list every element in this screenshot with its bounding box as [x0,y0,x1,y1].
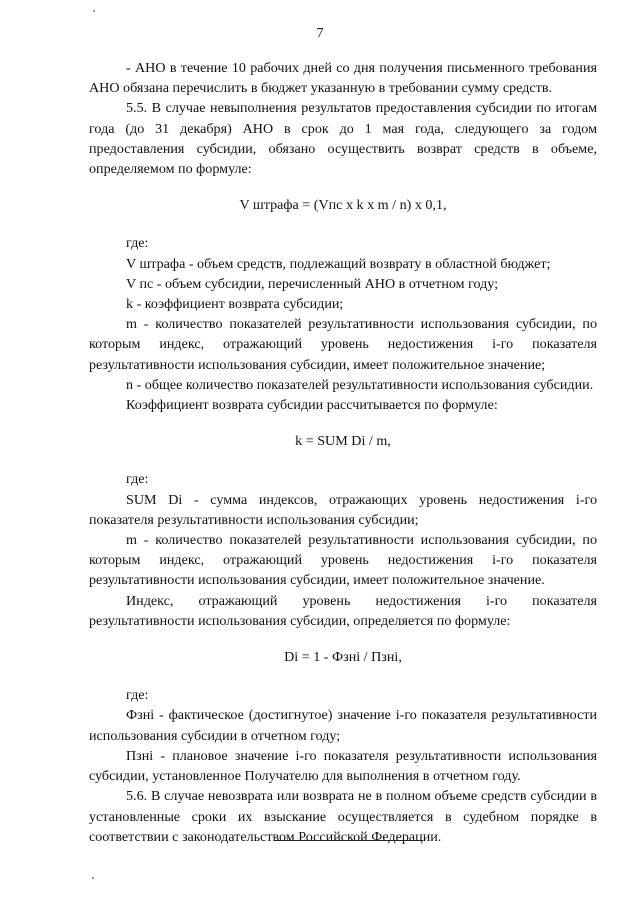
index-intro: Индекс, отражающий уровень недостижения i-го показателя результативности использования субсидии, определяется по формуле: [89,592,597,629]
definition-sum-di: SUM Di - сумма индексов, отражающих уровень недостижения i-го показателя результативности использования субсидии; [89,491,597,528]
page-number: 7 [316,26,324,41]
coefficient-intro: Коэффициент возврата субсидии рассчитывается по формуле: [126,397,498,414]
definition-v-ps: V пс - объем субсидии, перечисленный АНО в отчетном году; [126,275,499,292]
definition-k: k - коэффициент возврата субсидии; [126,296,344,313]
formula-k: k = SUM Di / m, [295,433,391,450]
paragraph-5-5: 5.5. В случае невыполнения результатов предоставления субсидии по итогам года (до 31 декабря) АНО в срок до 1 мая года, следующего за годом предоставления субсидии, обязано осуществить возврат средств в объеме, определяемом по формуле: [89,100,597,178]
definition-n: n - общее количество показателей результативности использования субсидии. [126,376,594,393]
paragraph-5-6: 5.6. В случае невозврата или возврата не в полном объеме средств субсидии в установленные сроки их взыскание осуществляется в судебном порядке в соответствии с законодательством Российской Федерации. [89,788,597,845]
formula-v-penalty: V штрафа = (Vпс x k x m / n) x 0,1, [239,197,447,214]
formula-di: Di = 1 - Фзнi / Пзнi, [284,649,402,666]
closing-separator-line [275,840,423,841]
definition-m: m - количество показателей результативности использования субсидии, по которым индекс, отражающий уровень недостижения i-го показателя результативности использования субсидии, имеет положительное значение; [89,316,597,373]
where-label: где: [126,235,149,252]
where-label: где: [126,687,149,704]
definition-pzn: Пзнi - плановое значение i-го показателя результативности использования субсидии, установленное Получателю для выполнения в отчетном году. [89,747,597,785]
scan-speck [93,10,95,12]
document-body [89,58,597,847]
definition-v-penalty: V штрафа - объем средств, подлежащий возврату в областной бюджет; [126,255,551,272]
scan-speck [92,877,94,879]
definition-m-second: m - количество показателей результативности использования субсидии, по которым индекс, отражающий уровень недостижения i-го показателя результативности использования субсидии, имеет положительное значение. [89,532,597,589]
paragraph-requirement-return: - АНО в течение 10 рабочих дней со дня получения письменного требования АНО обязана перечислить в бюджет указанную в требовании сумму средств. [89,60,597,97]
where-label: где: [126,471,149,488]
definition-fzn: Фзнi - фактическое (достигнутое) значение i-го показателя результативности использования субсидии в отчетном году; [89,707,597,744]
